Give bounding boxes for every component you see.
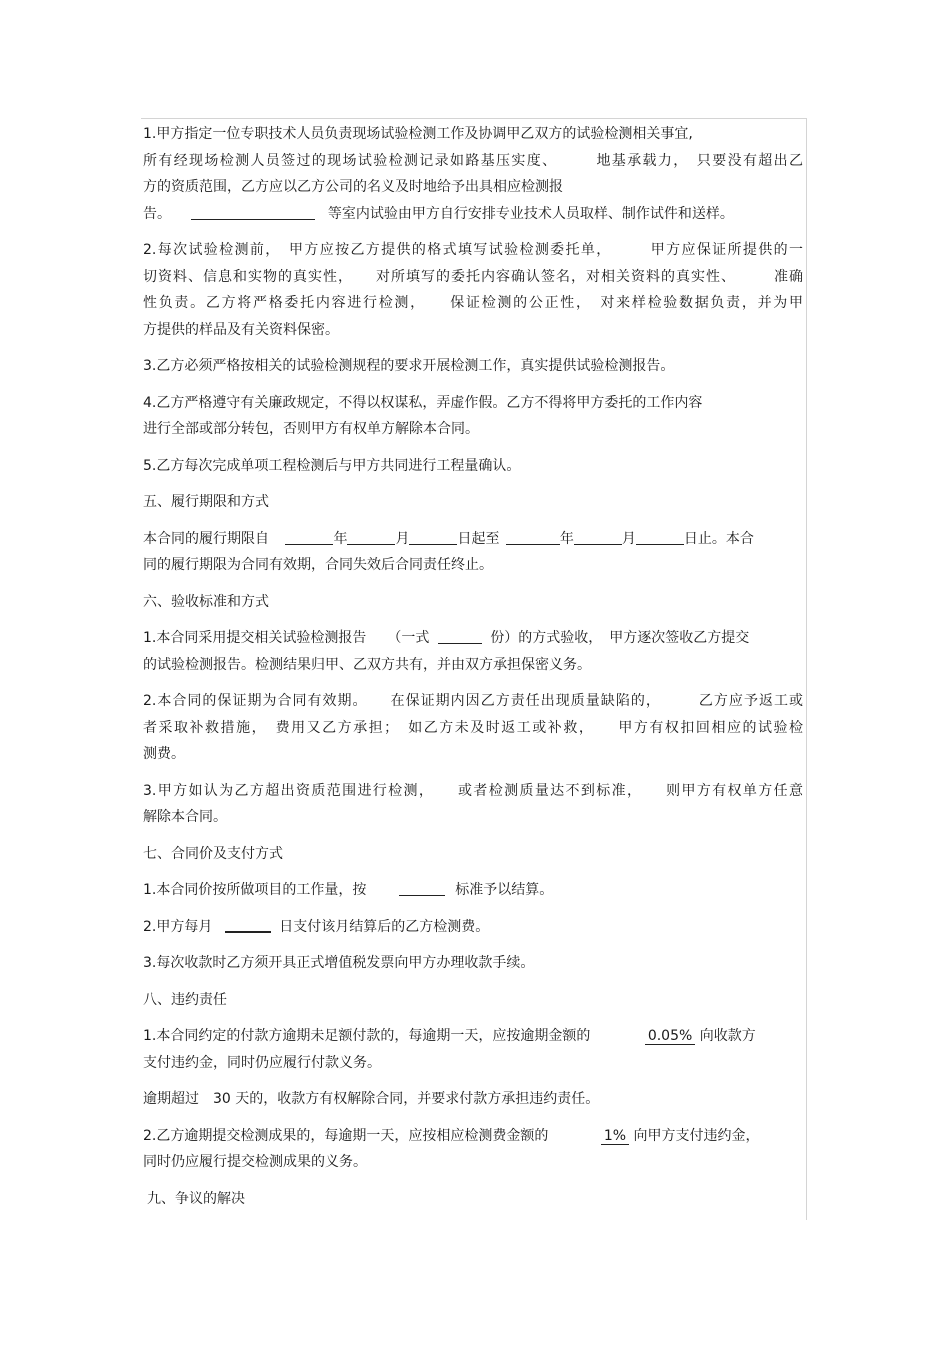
blank-pay-day xyxy=(225,916,271,933)
paragraph-line: 3.乙方必须严格按相关的试验检测规程的要求开展检测工作，真实提供试验检测报告。 xyxy=(143,358,675,374)
text-segment: 月 xyxy=(395,530,410,547)
text-segment: 日止。本合 xyxy=(683,530,754,547)
paragraph-line xyxy=(143,914,803,941)
paragraph-line: 3.甲方如认为乙方超出资质范围进行检测， 或者检测质量达不到标准， 则甲方有权单方任意 xyxy=(143,782,803,799)
paragraph-line: 1.甲方指定一位专职技术人员负责现场试验检测工作及协调甲乙双方的试验检测相关事宜, xyxy=(143,126,693,142)
paragraph-line: 支付违约金，同时仍应履行付款义务。 xyxy=(143,1054,381,1071)
blank-copies xyxy=(438,628,482,644)
paragraph-line: 测费。 xyxy=(143,746,185,762)
paragraph-line: 逾期超过 30 天的，收款方有权解除合同，并要求付款方承担违约责任。 xyxy=(143,1091,600,1107)
blank-day-end xyxy=(636,529,684,545)
blank-month-start xyxy=(347,529,395,545)
text-segment: 本合同的履行期限自 xyxy=(143,530,269,547)
text-segment: 1.本合同采用提交相关试验检测报告 （一式 xyxy=(143,630,430,646)
text-segment: 向收款方 xyxy=(699,1028,756,1044)
paragraph-line xyxy=(143,877,803,904)
text-segment: 1.本合同约定的付款方逾期未足额付款的，每逾期一天，应按逾期金额的 xyxy=(143,1028,591,1044)
paragraph-line: 所有经现场检测人员签过的现场试验检测记录如路基压实度、 地基承载力， 只要没有超出乙 xyxy=(143,152,803,169)
contract-document xyxy=(143,121,803,1212)
blank-month-end xyxy=(574,529,622,545)
paragraph-line: 2.每次试验检测前， 甲方应按乙方提供的格式填写试验检测委托单， 甲方应保证所提供的一 xyxy=(143,242,803,258)
paragraph-line: 3.每次收款时乙方须开具正式增值税发票向甲方办理收款手续。 xyxy=(143,955,535,971)
blank-field xyxy=(191,204,315,220)
blank-day-start xyxy=(409,529,457,545)
text-segment: 告。 xyxy=(143,205,171,222)
paragraph-line: 5.乙方每次完成单项工程检测后与甲方共同进行工程量确认。 xyxy=(143,457,521,474)
text-segment: 月 xyxy=(621,530,636,547)
text-segment: 向甲方支付违约金， xyxy=(633,1127,760,1144)
text-segment: 日支付该月结算后的乙方检测费。 xyxy=(279,918,490,935)
paragraph-line: 解除本合同。 xyxy=(143,809,227,825)
text-segment: 年 xyxy=(559,530,574,547)
paragraph-line xyxy=(143,201,803,228)
section-heading: 五、履行期限和方式 xyxy=(143,494,269,510)
late-payment-rate: 0.05% xyxy=(645,1028,695,1045)
text-segment: 2.乙方逾期提交检测成果的，每逾期一天，应按相应检测费金额的 xyxy=(143,1127,549,1144)
blank-year-start xyxy=(285,529,333,545)
paragraph-line: 的试验检测报告。检测结果归甲、乙双方共有，并由双方承担保密义务。 xyxy=(143,656,591,673)
page-frame-top xyxy=(141,118,807,119)
paragraph-line xyxy=(143,1023,803,1050)
paragraph-line: 者采取补救措施， 费用又乙方承担； 如乙方未及时返工或补救， 甲方有权扣回相应的试验检 xyxy=(143,719,803,736)
paragraph-line xyxy=(143,1123,803,1150)
paragraph-line: 性负责。乙方将严格委托内容进行检测， 保证检测的公正性， 对来样检验数据负责，并为甲 xyxy=(143,295,803,311)
page-frame-right xyxy=(806,118,807,1220)
paragraph-line: 切资料、信息和实物的真实性， 对所填写的委托内容确认签名，对相关资料的真实性、 准确 xyxy=(143,268,803,285)
text-segment: 等室内试验由甲方自行安排专业技术人员取样、制作试件和送样。 xyxy=(327,205,734,222)
section-heading: 七、合同价及支付方式 xyxy=(143,845,283,862)
text-segment: 1.本合同价按所做项目的工作量，按 xyxy=(143,882,367,898)
section-heading: 九、争议的解决 xyxy=(147,1190,245,1207)
paragraph-line: 同时仍应履行提交检测成果的义务。 xyxy=(143,1154,367,1170)
text-segment: 标准予以结算。 xyxy=(455,882,554,898)
blank-standard xyxy=(399,880,445,896)
section-heading: 八、违约责任 xyxy=(143,991,227,1008)
paragraph-line: 方的资质范围，乙方应以乙方公司的名义及时地给予出具相应检测报 xyxy=(143,179,563,195)
paragraph-line xyxy=(143,625,803,652)
paragraph-line: 进行全部或部分转包，否则甲方有权单方解除本合同。 xyxy=(143,421,479,437)
paragraph-line xyxy=(143,526,803,553)
blank-year-end xyxy=(506,529,560,545)
late-delivery-rate: 1% xyxy=(601,1128,629,1145)
paragraph-line: 2.本合同的保证期为合同有效期。 在保证期内因乙方责任出现质量缺陷的， 乙方应予返工或 xyxy=(143,693,803,709)
section-heading: 六、验收标准和方式 xyxy=(143,593,269,610)
paragraph-line: 同的履行期限为合同有效期，合同失效后合同责任终止。 xyxy=(143,557,493,573)
text-segment: 年 xyxy=(333,530,348,547)
text-segment: 2.甲方每月 xyxy=(143,918,213,935)
paragraph-line: 方提供的样品及有关资料保密。 xyxy=(143,321,339,338)
text-segment: 日起至 xyxy=(457,530,500,547)
paragraph-line: 4.乙方严格遵守有关廉政规定，不得以权谋私，弄虚作假。乙方不得将甲方委托的工作内容 xyxy=(143,394,703,411)
text-segment: 份）的方式验收， 甲方逐次签收乙方提交 xyxy=(490,630,750,646)
